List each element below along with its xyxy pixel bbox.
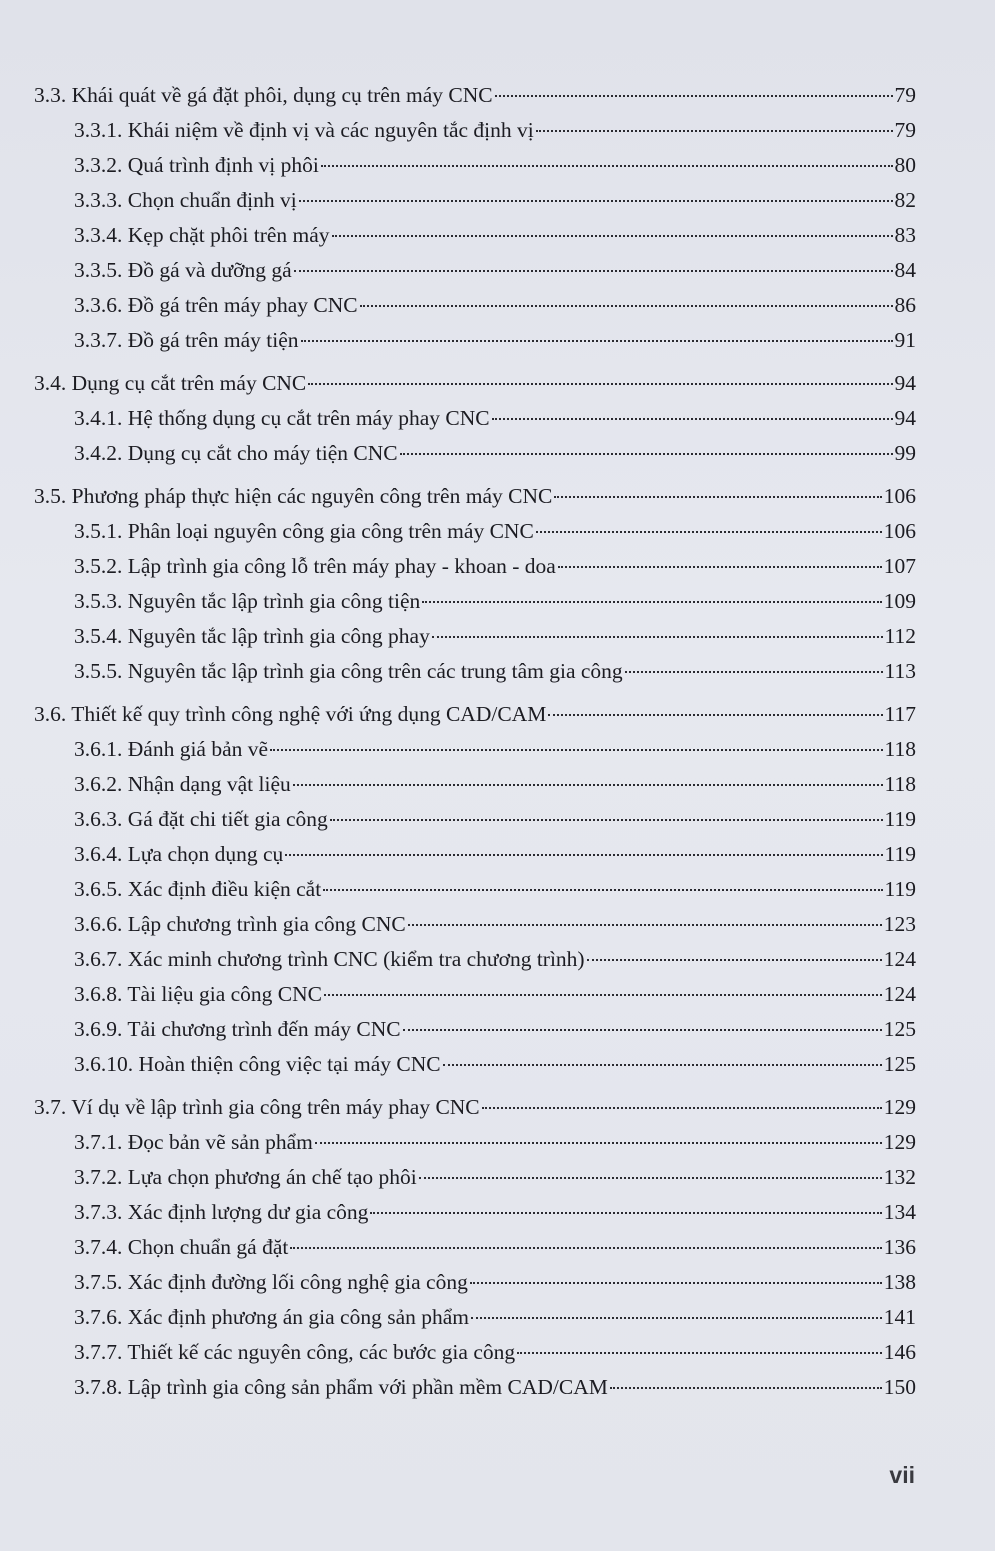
entry-title: 3.7.5. Xác định đường lối công nghệ gia công bbox=[74, 1270, 468, 1294]
entry-title: 3.5.2. Lập trình gia công lỗ trên máy phay - khoan - doa bbox=[74, 554, 556, 578]
entry-page-number: 129 bbox=[883, 1095, 916, 1119]
dot-leader bbox=[495, 94, 893, 97]
entry-title: 3.6. Thiết kế quy trình công nghệ với ứng dụng CAD/CAM bbox=[34, 702, 547, 726]
page-folio: vii bbox=[889, 1462, 915, 1488]
dot-leader bbox=[330, 818, 883, 821]
toc-entry bbox=[34, 1195, 916, 1230]
toc-section bbox=[34, 366, 916, 471]
toc-entry bbox=[34, 654, 916, 689]
entry-title: 3.6.10. Hoàn thiện công việc tại máy CNC bbox=[74, 1052, 441, 1076]
dot-leader bbox=[422, 600, 881, 603]
entry-title: 3.7.2. Lựa chọn phương án chế tạo phôi bbox=[74, 1165, 417, 1189]
entry-page-number: 119 bbox=[884, 807, 916, 831]
dot-leader bbox=[536, 129, 893, 132]
entry-title: 3.3.1. Khái niệm về định vị và các nguyên tắc định vị bbox=[74, 118, 534, 142]
entry-page-number: 129 bbox=[883, 1130, 916, 1154]
toc-entry bbox=[34, 837, 916, 872]
toc-entry bbox=[34, 977, 916, 1012]
dot-leader bbox=[400, 452, 893, 455]
entry-page-number: 132 bbox=[883, 1165, 916, 1189]
dot-leader bbox=[270, 748, 883, 751]
entry-title: 3.6.7. Xác minh chương trình CNC (kiểm tra chương trình) bbox=[74, 947, 585, 971]
dot-leader bbox=[403, 1028, 882, 1031]
toc-entry bbox=[34, 619, 916, 654]
dot-leader bbox=[332, 234, 893, 237]
entry-title: 3.3. Khái quát về gá đặt phôi, dụng cụ trên máy CNC bbox=[34, 83, 493, 107]
entry-title: 3.3.3. Chọn chuẩn định vị bbox=[74, 188, 297, 212]
toc-entry bbox=[34, 732, 916, 767]
toc-entry bbox=[34, 549, 916, 584]
entry-page-number: 124 bbox=[883, 982, 916, 1006]
entry-page-number: 91 bbox=[894, 328, 916, 352]
entry-page-number: 80 bbox=[894, 153, 916, 177]
dot-leader bbox=[360, 304, 893, 307]
entry-title: 3.7.6. Xác định phương án gia công sản phẩm bbox=[74, 1305, 470, 1329]
entry-page-number: 138 bbox=[883, 1270, 916, 1294]
entry-title: 3.7.4. Chọn chuẩn gá đặt bbox=[74, 1235, 289, 1259]
entry-title: 3.6.4. Lựa chọn dụng cụ bbox=[74, 842, 284, 866]
entry-title: 3.7.3. Xác định lượng dư gia công bbox=[74, 1200, 369, 1224]
dot-leader bbox=[323, 888, 882, 891]
dot-leader bbox=[293, 783, 883, 786]
toc-entry bbox=[34, 323, 916, 358]
entry-page-number: 83 bbox=[894, 223, 916, 247]
entry-page-number: 136 bbox=[883, 1235, 916, 1259]
dot-leader bbox=[558, 565, 882, 568]
dot-leader bbox=[432, 635, 883, 638]
dot-leader bbox=[308, 382, 892, 385]
toc-entry bbox=[34, 1230, 916, 1265]
toc-entry bbox=[34, 218, 916, 253]
entry-page-number: 82 bbox=[894, 188, 916, 212]
entry-title: 3.7.7. Thiết kế các nguyên công, các bước gia công bbox=[74, 1340, 516, 1364]
dot-leader bbox=[471, 1316, 882, 1319]
entry-title: 3.5.3. Nguyên tắc lập trình gia công tiện bbox=[74, 589, 421, 613]
entry-page-number: 141 bbox=[883, 1305, 916, 1329]
toc-entry bbox=[34, 1047, 916, 1082]
dot-leader bbox=[301, 339, 893, 342]
entry-page-number: 86 bbox=[894, 293, 916, 317]
toc-entry bbox=[34, 1335, 916, 1370]
entry-title: 3.6.1. Đánh giá bản vẽ bbox=[74, 737, 269, 761]
entry-title: 3.6.6. Lập chương trình gia công CNC bbox=[74, 912, 406, 936]
dot-leader bbox=[548, 713, 882, 716]
toc-entry bbox=[34, 401, 916, 436]
entry-title: 3.5. Phương pháp thực hiện các nguyên công trên máy CNC bbox=[34, 484, 553, 508]
entry-title: 3.4.1. Hệ thống dụng cụ cắt trên máy phay CNC bbox=[74, 406, 490, 430]
toc-entry bbox=[34, 1012, 916, 1047]
entry-title: 3.6.5. Xác định điều kiện cắt bbox=[74, 877, 322, 901]
dot-leader bbox=[408, 923, 882, 926]
entry-page-number: 150 bbox=[883, 1375, 916, 1399]
toc-entry bbox=[34, 1370, 916, 1405]
dot-leader bbox=[285, 853, 882, 856]
toc-entry bbox=[34, 436, 916, 471]
entry-page-number: 125 bbox=[883, 1052, 916, 1076]
toc-entry bbox=[34, 907, 916, 942]
entry-page-number: 79 bbox=[894, 118, 916, 142]
dot-leader bbox=[370, 1211, 881, 1214]
entry-page-number: 113 bbox=[884, 659, 916, 683]
entry-page-number: 146 bbox=[883, 1340, 916, 1364]
entry-title: 3.7.1. Đọc bản vẽ sản phẩm bbox=[74, 1130, 313, 1154]
toc-entry bbox=[34, 802, 916, 837]
toc-entry bbox=[34, 1300, 916, 1335]
toc-entry bbox=[34, 1160, 916, 1195]
entry-title: 3.6.3. Gá đặt chi tiết gia công bbox=[74, 807, 328, 831]
toc-entry bbox=[34, 584, 916, 619]
dot-leader bbox=[315, 1141, 882, 1144]
entry-page-number: 107 bbox=[883, 554, 916, 578]
toc-entry bbox=[34, 942, 916, 977]
toc-entry bbox=[34, 288, 916, 323]
entry-title: 3.5.5. Nguyên tắc lập trình gia công trên các trung tâm gia công bbox=[74, 659, 623, 683]
toc-heading-entry bbox=[34, 78, 916, 113]
entry-page-number: 134 bbox=[883, 1200, 916, 1224]
dot-leader bbox=[290, 1246, 881, 1249]
toc-entry bbox=[34, 767, 916, 802]
toc-section bbox=[34, 78, 916, 358]
toc-entry bbox=[34, 1125, 916, 1160]
entry-page-number: 109 bbox=[883, 589, 916, 613]
toc-entry bbox=[34, 148, 916, 183]
toc-entry bbox=[34, 514, 916, 549]
dot-leader bbox=[517, 1351, 882, 1354]
toc-heading-entry bbox=[34, 1090, 916, 1125]
toc-section bbox=[34, 1090, 916, 1405]
entry-title: 3.3.4. Kẹp chặt phôi trên máy bbox=[74, 223, 330, 247]
entry-title: 3.5.1. Phân loại nguyên công gia công trên máy CNC bbox=[74, 519, 534, 543]
entry-title: 3.6.2. Nhận dạng vật liệu bbox=[74, 772, 291, 796]
dot-leader bbox=[443, 1063, 882, 1066]
toc-section bbox=[34, 697, 916, 1082]
entry-page-number: 119 bbox=[884, 877, 916, 901]
toc-entry bbox=[34, 113, 916, 148]
toc-heading-entry bbox=[34, 697, 916, 732]
dot-leader bbox=[482, 1106, 882, 1109]
entry-title: 3.6.9. Tải chương trình đến máy CNC bbox=[74, 1017, 401, 1041]
entry-title: 3.3.2. Quá trình định vị phôi bbox=[74, 153, 319, 177]
entry-page-number: 123 bbox=[883, 912, 916, 936]
toc-heading-entry bbox=[34, 366, 916, 401]
entry-page-number: 125 bbox=[883, 1017, 916, 1041]
toc-entry bbox=[34, 253, 916, 288]
entry-page-number: 112 bbox=[884, 624, 916, 648]
dot-leader bbox=[536, 530, 882, 533]
entry-title: 3.4.2. Dụng cụ cắt cho máy tiện CNC bbox=[74, 441, 398, 465]
entry-page-number: 124 bbox=[883, 947, 916, 971]
entry-page-number: 119 bbox=[884, 842, 916, 866]
dot-leader bbox=[470, 1281, 882, 1284]
entry-page-number: 106 bbox=[883, 484, 916, 508]
entry-title: 3.7.8. Lập trình gia công sản phẩm với phần mềm CAD/CAM bbox=[74, 1375, 608, 1399]
toc-entry bbox=[34, 872, 916, 907]
entry-page-number: 94 bbox=[894, 371, 916, 395]
entry-title: 3.4. Dụng cụ cắt trên máy CNC bbox=[34, 371, 307, 395]
dot-leader bbox=[554, 495, 881, 498]
entry-page-number: 94 bbox=[894, 406, 916, 430]
entry-title: 3.5.4. Nguyên tắc lập trình gia công phay bbox=[74, 624, 430, 648]
toc-entry bbox=[34, 183, 916, 218]
entry-title: 3.7. Ví dụ về lập trình gia công trên máy phay CNC bbox=[34, 1095, 480, 1119]
dot-leader bbox=[625, 670, 883, 673]
toc-entry bbox=[34, 1265, 916, 1300]
dot-leader bbox=[299, 199, 893, 202]
dot-leader bbox=[610, 1386, 882, 1389]
entry-page-number: 117 bbox=[884, 702, 916, 726]
entry-page-number: 118 bbox=[884, 772, 916, 796]
table-of-contents bbox=[34, 78, 916, 1405]
toc-heading-entry bbox=[34, 479, 916, 514]
entry-title: 3.3.5. Đồ gá và dưỡng gá bbox=[74, 258, 292, 282]
entry-page-number: 79 bbox=[894, 83, 916, 107]
entry-title: 3.3.7. Đồ gá trên máy tiện bbox=[74, 328, 299, 352]
dot-leader bbox=[321, 164, 893, 167]
dot-leader bbox=[587, 958, 882, 961]
entry-title: 3.3.6. Đồ gá trên máy phay CNC bbox=[74, 293, 358, 317]
entry-page-number: 106 bbox=[883, 519, 916, 543]
dot-leader bbox=[324, 993, 882, 996]
entry-title: 3.6.8. Tài liệu gia công CNC bbox=[74, 982, 323, 1006]
entry-page-number: 84 bbox=[894, 258, 916, 282]
toc-section bbox=[34, 479, 916, 689]
entry-page-number: 118 bbox=[884, 737, 916, 761]
entry-page-number: 99 bbox=[894, 441, 916, 465]
dot-leader bbox=[492, 417, 893, 420]
dot-leader bbox=[419, 1176, 882, 1179]
dot-leader bbox=[294, 269, 893, 272]
